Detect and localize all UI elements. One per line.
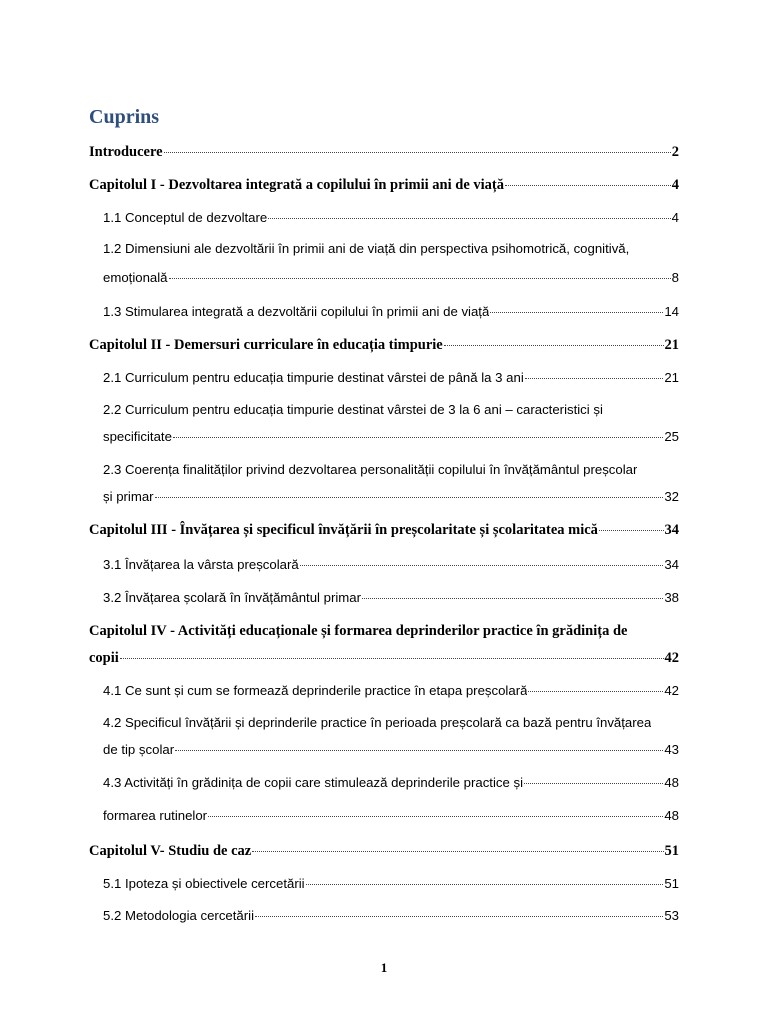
toc-entry-text: 1.1 Conceptul de dezvoltare [103,210,268,225]
dot-leader [306,884,664,885]
toc-page-number: 48 [664,808,679,823]
toc-page-number: 4 [671,177,679,193]
toc-entry-text: și primar [103,489,154,504]
toc-page-number: 42 [664,683,679,698]
toc-entry-text: 5.2 Metodologia cercetării [103,908,255,923]
footer-page-number: 1 [380,960,388,975]
dot-leader [169,278,671,279]
toc-page-number: 21 [664,370,679,385]
dot-leader [252,851,663,852]
toc-entry-text: Capitolul II - Demersuri curriculare în educația timpurie [89,337,443,353]
toc-entry-text: 3.2 Învățarea școlară în învățământul primar [103,590,362,605]
dot-leader [525,378,664,379]
dot-leader [173,437,663,438]
toc-page-number: 8 [671,270,679,285]
page-title: Cuprins [89,106,160,128]
toc-entry-text: Capitolul V- Studiu de caz [89,843,252,859]
toc-page-number: 4 [671,210,679,225]
toc-entry-text: 1.3 Stimularea integrată a dezvoltării copilului în primii ani de viață [103,304,490,319]
dot-leader [490,312,663,313]
toc-entry-text: 4.2 Specificul învățării și deprinderile practice în perioada preșcolară ca bază pentru învățarea [103,715,652,730]
toc-entry-text: 2.3 Coerența finalităților privind dezvoltarea personalității copilului în învățământul preșcolar [103,462,638,477]
toc-entry-text: Capitolul IV - Activități educaționale și formarea deprinderilor practice în grădinița de [89,623,628,639]
toc-entry-text: 4.1 Ce sunt și cum se formează deprinderile practice în etapa preșcolară [103,683,528,698]
toc-page-number: 51 [664,843,679,859]
toc-page-number: 51 [664,876,679,891]
toc-entry-text: 2.1 Curriculum pentru educația timpurie destinat vârstei de până la 3 ani [103,370,524,385]
toc-page-number: 14 [664,304,679,319]
toc-entry-text: 4.3 Activități în grădinița de copii care stimulează deprinderile practice și [103,775,524,790]
toc-entry-text: copii [89,650,119,666]
dot-leader [164,152,671,153]
toc-page-number: 2 [671,144,679,160]
dot-leader [300,565,664,566]
dot-leader [528,691,663,692]
toc-entry-text: specificitate [103,429,172,444]
toc-entry-text: de tip școlar [103,742,175,757]
dot-leader [505,185,671,186]
dot-leader [155,497,664,498]
toc-entry-text: formarea rutinelor [103,808,208,823]
toc-page-number: 32 [664,489,679,504]
toc-entry-text: 5.1 Ipoteza și obiectivele cercetării [103,876,305,891]
toc-entry-text: 1.2 Dimensiuni ale dezvoltării în primii ani de viață din perspectiva psihomotrică, cognitivă, [103,241,630,256]
toc-page-number: 34 [664,557,679,572]
toc-page-number: 34 [664,522,679,538]
dot-leader [268,218,670,219]
toc-page-number: 21 [664,337,679,353]
toc-page-number: 43 [664,742,679,757]
dot-leader [362,598,663,599]
toc-page-number: 38 [664,590,679,605]
dot-leader [524,783,663,784]
toc-page-number: 25 [664,429,679,444]
dot-leader [255,916,663,917]
dot-leader [444,345,664,346]
toc-page-number: 42 [664,650,679,666]
toc-entry-text: Introducere [89,144,163,160]
toc-page-number: 48 [664,775,679,790]
dot-leader [208,816,663,817]
toc-entry-text: 3.1 Învățarea la vârsta preșcolară [103,557,299,572]
dot-leader [175,750,663,751]
toc-entry-text: Capitolul I - Dezvoltarea integrată a copilului în primii ani de viață [89,177,504,193]
toc-entry-text: Capitolul III - Învățarea și specificul învățării în preșcolaritate și școlaritatea mică [89,522,598,538]
toc-entry-text: 2.2 Curriculum pentru educația timpurie destinat vârstei de 3 la 6 ani – caracteristici și [103,402,603,417]
dot-leader [120,658,664,659]
toc-entry-text: emoțională [103,270,168,285]
toc-page-number: 53 [664,908,679,923]
dot-leader [599,530,664,531]
